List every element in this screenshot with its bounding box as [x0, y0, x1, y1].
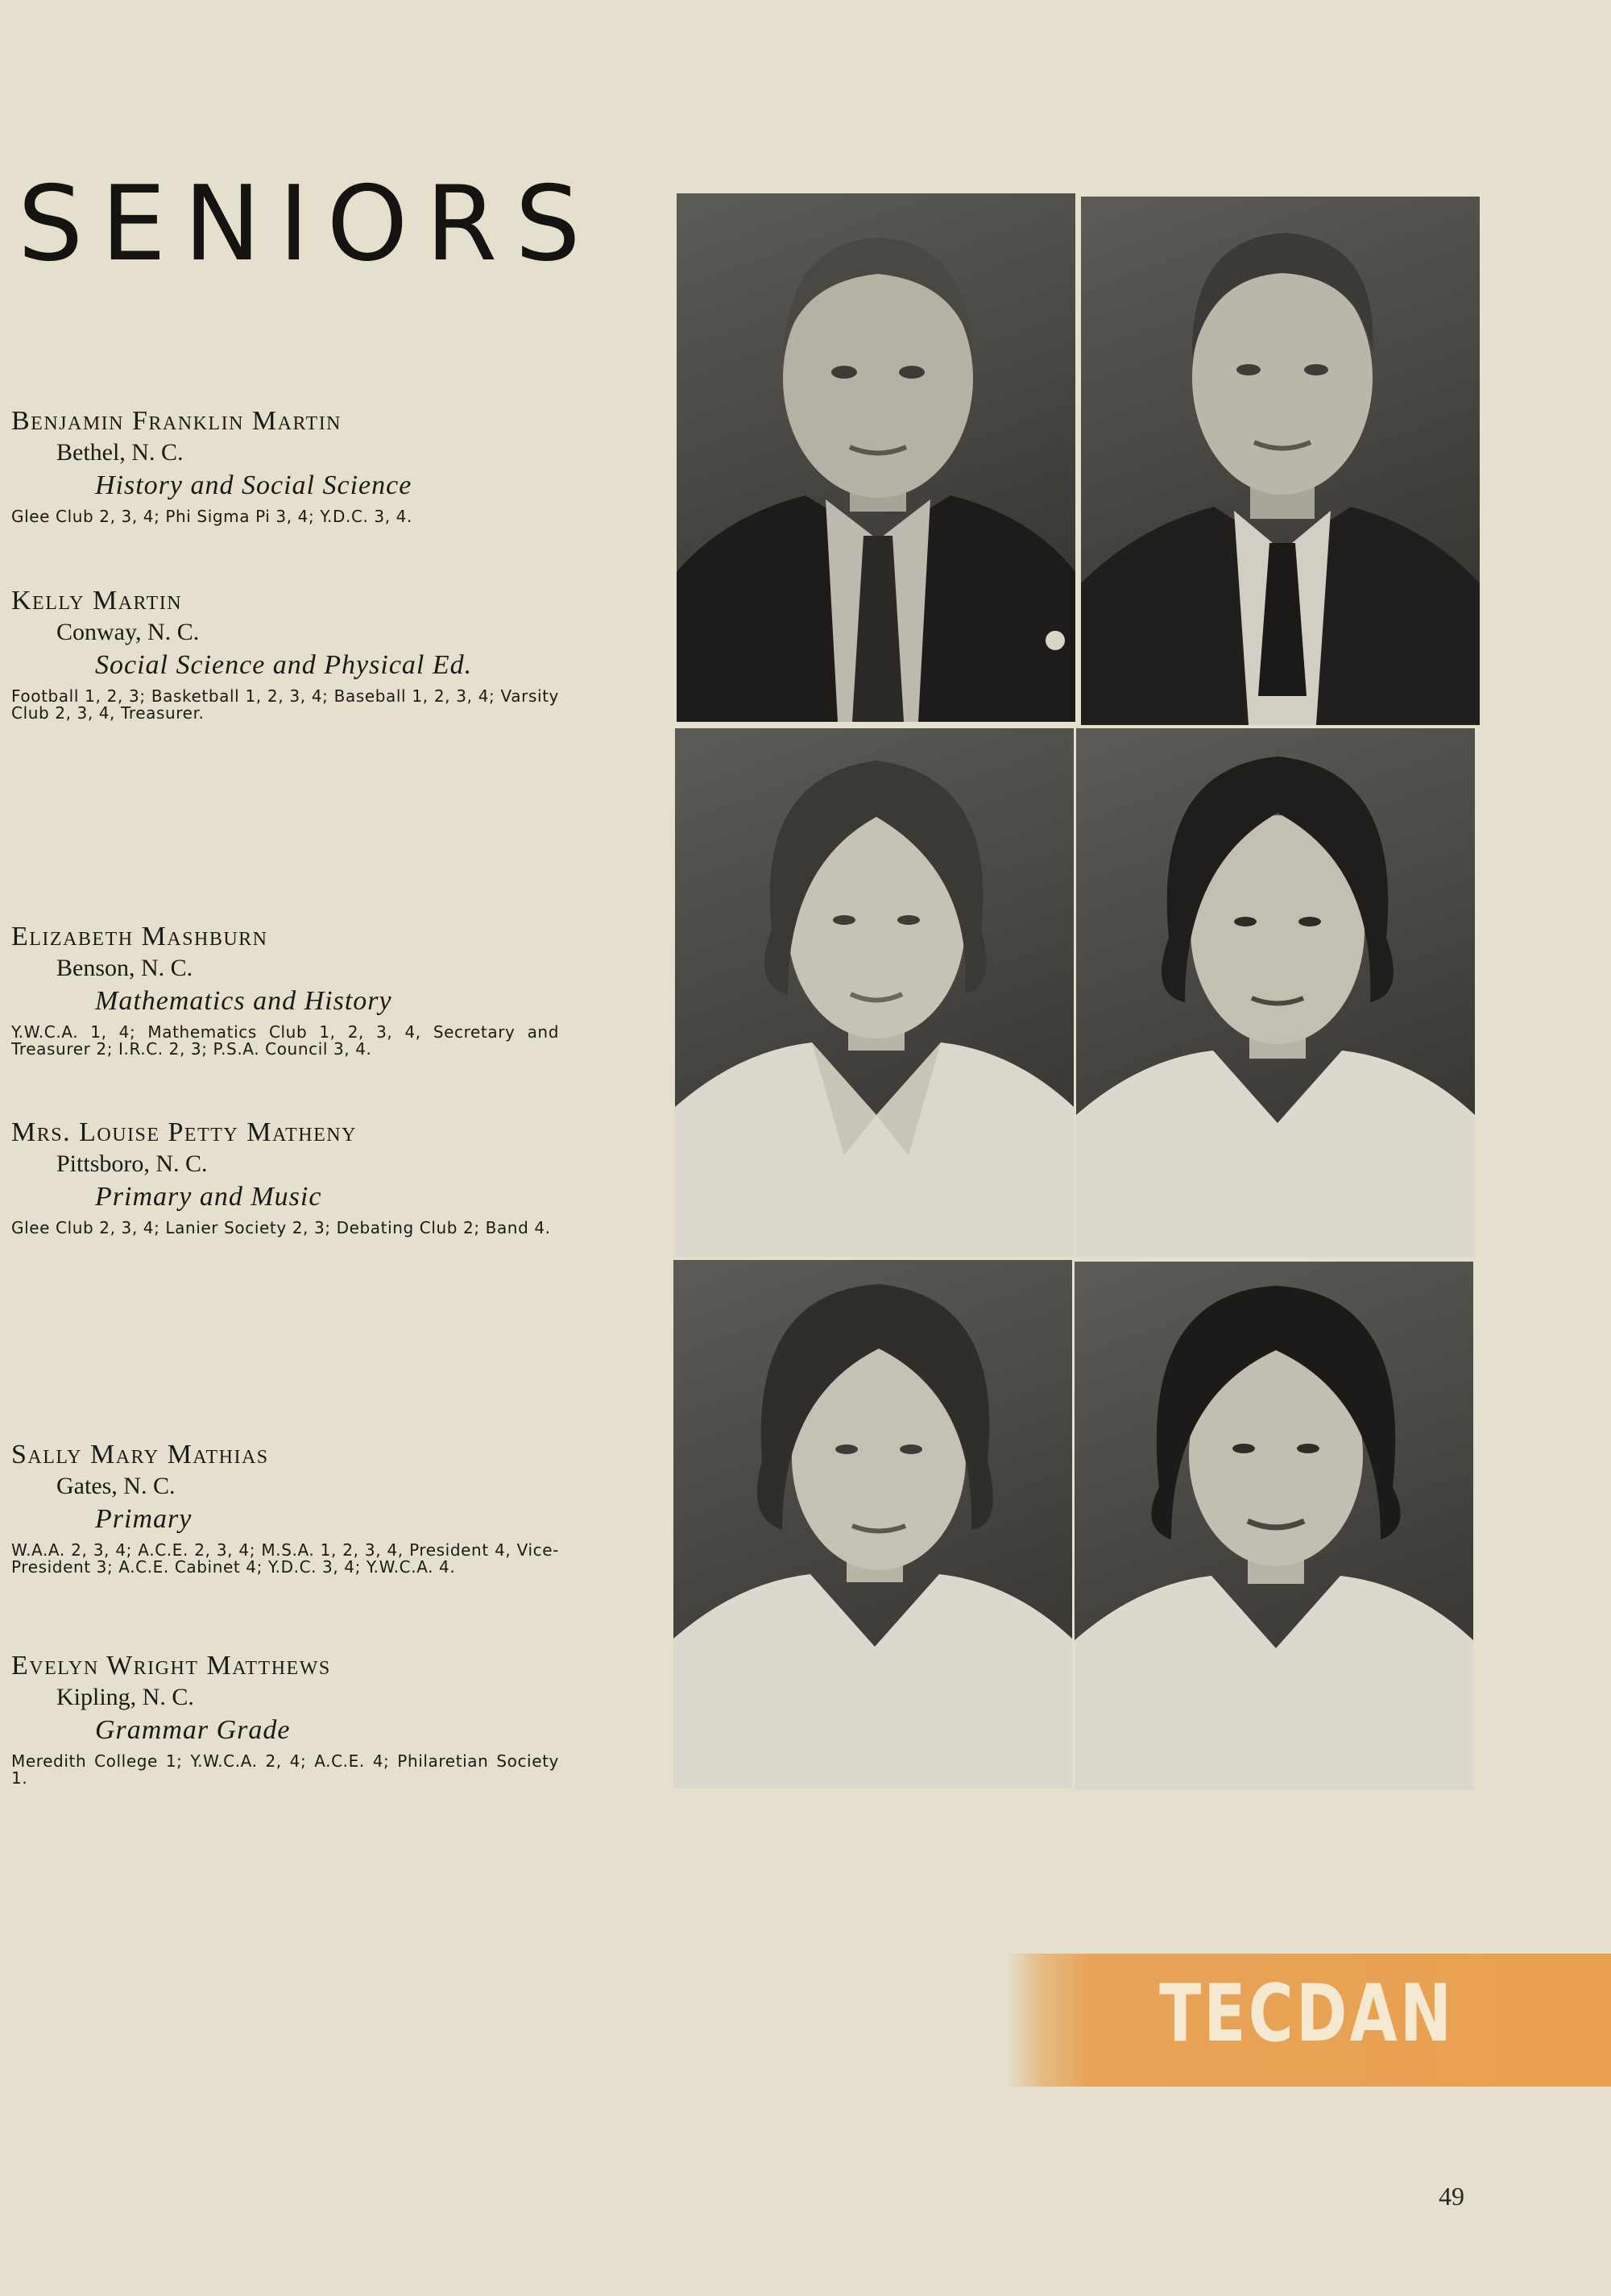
student-name: Sally Mary Mathias: [11, 1440, 269, 1469]
student-name: Benjamin Franklin Martin: [11, 406, 342, 436]
student-hometown: Kipling, N. C.: [56, 1684, 194, 1710]
portrait-photo: [673, 1260, 1072, 1788]
student-hometown: Bethel, N. C.: [56, 439, 184, 466]
student-activities: W.A.A. 2, 3, 4; A.C.E. 2, 3, 4; M.S.A. 1, 2, 3, 4, President 4, Vice-President 3; A.C.E. Cabinet 4; Y.D.C. 3, 4; Y.W.C.A. 4.: [11, 1540, 559, 1577]
portrait-photo: [1081, 197, 1480, 725]
portrait-photo: [1075, 1262, 1473, 1790]
senior-entry: [11, 921, 567, 1058]
yearbook-banner: [1007, 1954, 1611, 2087]
student-major: Grammar Grade: [95, 1715, 291, 1745]
portrait-photo: [675, 728, 1074, 1257]
student-major: History and Social Science: [95, 470, 412, 500]
student-name: Elizabeth Mashburn: [11, 922, 268, 951]
senior-entry: [11, 1439, 567, 1576]
student-major: Mathematics and History: [95, 986, 392, 1016]
student-activities: Glee Club 2, 3, 4; Lanier Society 2, 3; Debating Club 2; Band 4.: [11, 1218, 551, 1237]
student-major: Social Science and Physical Ed.: [95, 650, 473, 680]
yearbook-title: TECDAN: [1159, 1968, 1454, 2060]
senior-entry: [11, 585, 567, 722]
student-name: Mrs. Louise Petty Matheny: [11, 1117, 357, 1147]
student-major: Primary: [95, 1504, 193, 1534]
portrait-photo: [1076, 728, 1475, 1257]
portrait-photo: [677, 193, 1075, 722]
senior-entry: [11, 1117, 567, 1237]
student-activities: Meredith College 1; Y.W.C.A. 2, 4; A.C.E. 4; Philaretian Society 1.: [11, 1751, 559, 1788]
student-activities: Football 1, 2, 3; Basketball 1, 2, 3, 4; Baseball 1, 2, 3, 4; Varsity Club 2, 3, 4, Treasurer.: [11, 686, 559, 723]
student-hometown: Gates, N. C.: [56, 1473, 176, 1499]
senior-entry: [11, 405, 567, 525]
student-name: Evelyn Wright Matthews: [11, 1651, 331, 1681]
portrait-grid: [672, 190, 1477, 1785]
student-major: Primary and Music: [95, 1182, 322, 1212]
page-title: SENIORS: [18, 164, 598, 284]
senior-entry: [11, 1650, 567, 1787]
student-hometown: Pittsboro, N. C.: [56, 1150, 208, 1177]
student-hometown: Benson, N. C.: [56, 955, 193, 981]
student-activities: Y.W.C.A. 1, 4; Mathematics Club 1, 2, 3, 4, Secretary and Treasurer 2; I.R.C. 2, 3; P.S.A. Council 3, 4.: [11, 1022, 559, 1059]
student-name: Kelly Martin: [11, 586, 183, 615]
page-number: 49: [1439, 2182, 1464, 2211]
student-hometown: Conway, N. C.: [56, 619, 200, 645]
student-activities: Glee Club 2, 3, 4; Phi Sigma Pi 3, 4; Y.D.C. 3, 4.: [11, 507, 412, 526]
